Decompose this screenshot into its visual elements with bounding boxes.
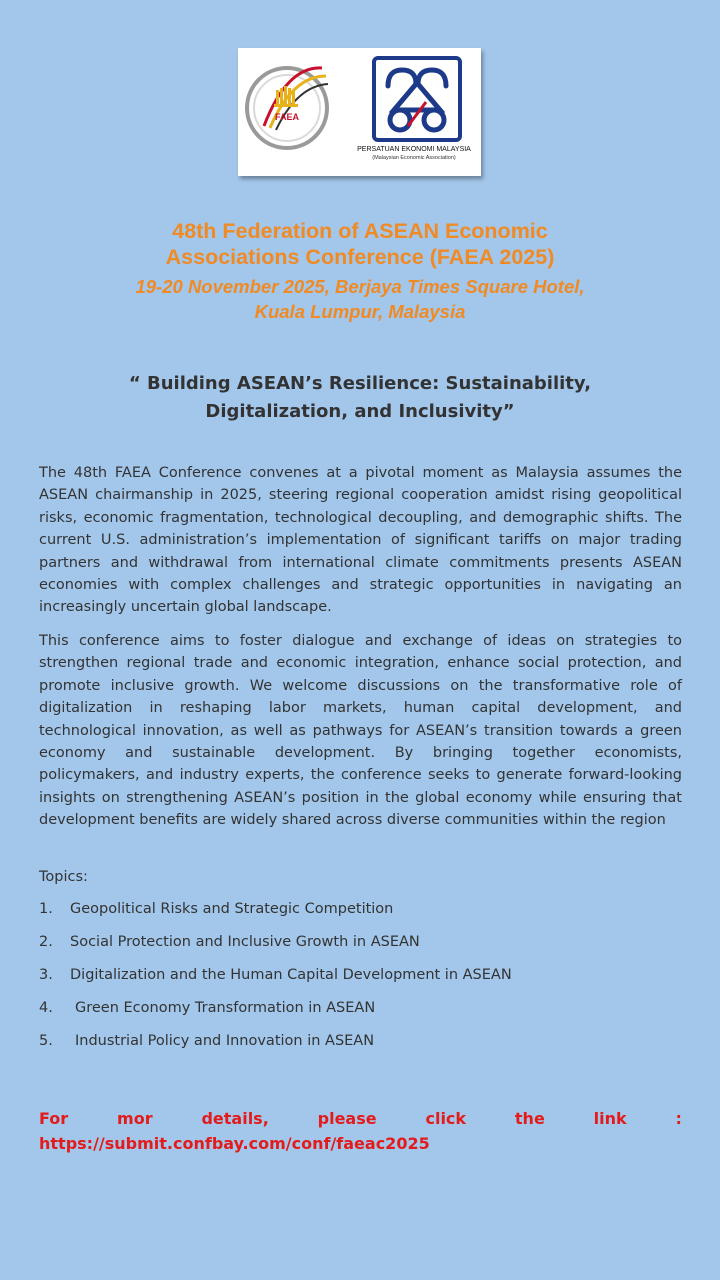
details-word: link [593, 1109, 627, 1128]
topic-text: Industrial Policy and Innovation in ASEAN [75, 1033, 375, 1049]
topic-item [39, 1030, 512, 1063]
topic-item [39, 931, 512, 964]
topic-text: Social Protection and Inclusive Growth in ASEAN [70, 934, 420, 950]
details-word: please [317, 1109, 377, 1128]
pem-logo [372, 56, 462, 142]
details-word: : [675, 1109, 682, 1128]
faea-logo [242, 56, 332, 166]
topic-number: 1. [39, 901, 53, 917]
topic-text: Green Economy Transformation in ASEAN [75, 1000, 376, 1016]
logos-panel [238, 48, 481, 176]
theme-line2: Digitalization, and Inclusivity” [205, 401, 515, 422]
theme-line1: “ Building ASEAN’s Resilience: Sustainability, [128, 373, 592, 394]
topics-label: Topics: [39, 869, 88, 885]
topic-text: Digitalization and the Human Capital Development in ASEAN [70, 967, 512, 983]
details-line [39, 1107, 682, 1131]
details-word: click [425, 1109, 467, 1128]
faea-logo-text: FAEA [274, 112, 300, 122]
topic-item [39, 997, 512, 1030]
submission-link[interactable]: https://submit.confbay.com/conf/faeac2025 [39, 1134, 430, 1153]
conference-title-line2: Associations Conference (FAEA 2025) [165, 245, 555, 269]
details-word: the [514, 1109, 545, 1128]
topic-number: 2. [39, 934, 53, 950]
pem-subtitle: (Malaysian Economic Association) [372, 155, 456, 161]
details-word: mor [117, 1109, 153, 1128]
topic-item [39, 898, 512, 931]
conference-date-line1: 19-20 November 2025, Berjaya Times Square Hotel, [135, 276, 585, 297]
topic-number: 5. [39, 1033, 53, 1049]
topic-number: 3. [39, 967, 53, 983]
topic-item [39, 964, 512, 997]
intro-paragraph: The 48th FAEA Conference convenes at a pivotal moment as Malaysia assumes the ASEAN chairmanship in 2025, steering regional cooperation amidst rising geopolitical risks, economic fragmentation, technological decoupling, and demographic shifts. The current U.S. administration’s implementation of significant tariffs on major trading partners and withdrawal from international climate commitments presents ASEAN economies with complex challenges and strategic opportunities in navigating an increasingly uncertain global landscape. [39, 465, 682, 616]
topic-number: 4. [39, 1000, 53, 1016]
conference-title-line1: 48th Federation of ASEAN Economic [172, 219, 548, 243]
details-word: details, [201, 1109, 269, 1128]
topic-text: Geopolitical Risks and Strategic Competition [70, 901, 394, 917]
conference-title [40, 218, 680, 270]
aims-paragraph: This conference aims to foster dialogue and exchange of ideas on strategies to strengthen regional trade and economic integration, enhance social protection, and promote inclusive growth. We welcome discussions on the transformative role of digitalization in reshaping labor markets, human capital development, and technological innovation, as well as pathways for ASEAN’s transition towards a green economy and sustainable development. By bringing together economists, policymakers, and industry experts, the conference seeks to generate forward-looking insights on strengthening ASEAN’s position in the global economy while ensuring that development benefits are widely shared across diverse communities within the region [39, 633, 682, 829]
conference-date-venue [40, 274, 680, 324]
details-word: For [39, 1109, 69, 1128]
conference-date-line2: Kuala Lumpur, Malaysia [254, 301, 466, 322]
topics-list [39, 898, 512, 1063]
conference-theme [40, 370, 680, 426]
pem-name: PERSATUAN EKONOMI MALAYSIA [357, 146, 471, 153]
